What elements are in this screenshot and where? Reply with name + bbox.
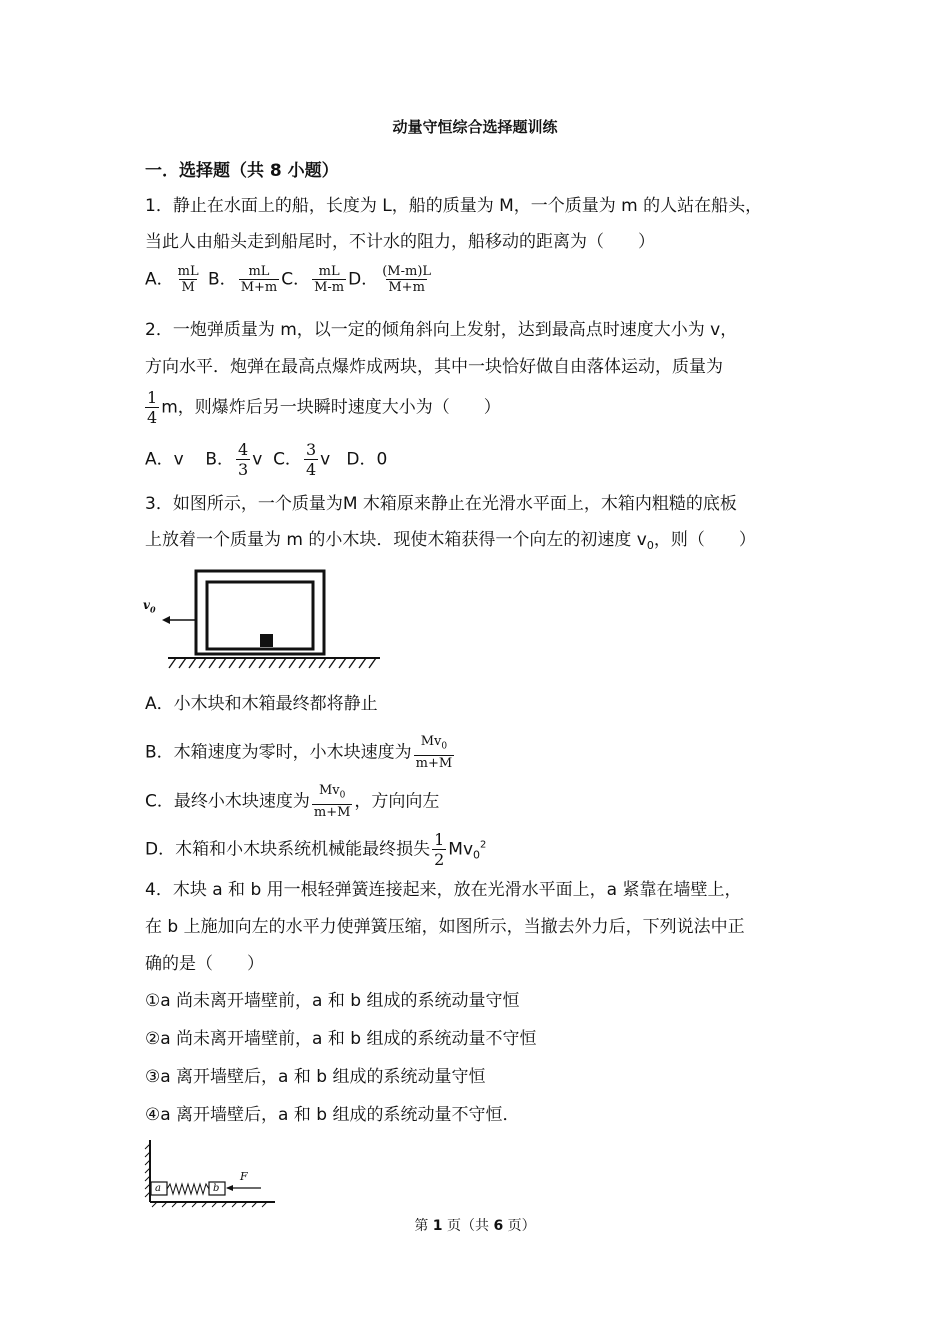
q1-option-a-fraction: $\frac{mL}{M}$ [177,264,199,295]
q3-line2 [145,528,756,558]
footer-pre: 第 [414,1218,433,1234]
q3-option-c-tail: ，方向向左 [354,791,440,812]
spring-diagram [143,1136,278,1208]
q3-line2-text: 上放着一个质量为 m 的小木块．现使木箱获得一个向左的初速度 v [145,530,647,550]
small-block [260,634,273,647]
q3-option-b-fraction: $\frac{Mv_0}{m+M}$ [415,734,453,771]
q3-option-c-text: C．最终小木块速度为 [145,791,310,812]
q2-line3-text: m，则爆炸后另一块瞬时速度大小为（ ） [161,397,501,418]
q4-line2: 在 b 上施加向左的水平力使弹簧压缩，如图所示，当撤去外力后，下列说法中正 [145,917,745,937]
page-title: 动量守恒综合选择题训练 [392,118,558,136]
q2-option-b-fraction: $\frac{4}{3}$ [238,440,249,479]
label-a: a [155,1183,161,1194]
q2-line1: 2．一炮弹质量为 m，以一定的倾角斜向上发射，达到最高点时速度大小为 v， [145,320,738,340]
q2-line3 [145,388,501,427]
q3-line2-tail: ，则（ ） [653,530,756,550]
q4-statement-4: ④a 离开墙壁后，a 和 b 组成的系统动量不守恒． [145,1105,520,1125]
q1-option-b-label: B． [208,269,237,290]
footer-post: 页） [503,1218,536,1234]
q3-option-d-fraction: $\frac{1}{2}$ [434,830,445,869]
label-f: F [240,1170,248,1183]
q3-option-d-sub: 0 [473,848,481,862]
q3-option-c-fraction: $\frac{Mv_0}{m+M}$ [313,783,351,820]
q3-option-b-text: B．木箱速度为零时，小木块速度为 [145,742,412,763]
section-heading: 一．选择题（共 8 小题） [145,161,339,181]
q1-option-b-fraction: $\frac{mL}{M+m}$ [240,264,278,295]
page-footer [0,1215,950,1235]
q2-line2: 方向水平．炮弹在最高点爆炸成两块，其中一块恰好做自由落体运动，质量为 [145,357,723,377]
q1-option-c-label: C． [281,269,311,290]
q3-line2-sub: 0 [646,539,654,552]
q3-option-d-text: D．木箱和小木块系统机械能最终损失 [145,839,431,860]
q1-option-a-label: A． [145,269,174,290]
footer-page: 1 [432,1218,443,1234]
q3-option-b [145,734,456,771]
q2-option-c-label: C． [273,449,302,470]
q2-option-c-tail: v [320,449,331,470]
velocity-label: $v_0$ [143,598,156,615]
q2-option-b-label: B． [205,449,234,470]
q2-option-d: D．0 [346,449,388,470]
q4-line1: 4．木块 a 和 b 用一根轻弹簧连接起来，放在光滑水平面上，a 紧靠在墙壁上， [145,880,742,900]
q1-line2: 当此人由船头走到船尾时，不计水的阻力，船移动的距离为（ ） [145,232,655,252]
q4-figure [143,1136,278,1208]
q4-line3: 确的是（ ） [145,954,264,974]
q4-statement-3: ③a 离开墙壁后，a 和 b 组成的系统动量守恒 [145,1067,486,1087]
q3-option-c [145,783,439,820]
q1-options [145,264,435,295]
footer-total: 6 [493,1218,504,1234]
q1-option-c-fraction: $\frac{mL}{M-m}$ [314,264,345,295]
q1-line1: 1．静止在水面上的船，长度为 L，船的质量为 M，一个质量为 m 的人站在船头， [145,196,763,216]
q3-line1: 3．如图所示，一个质量为M 木箱原来静止在光滑水平面上，木箱内粗糙的底板 [145,494,737,514]
q4-statement-1: ①a 尚未离开墙壁前，a 和 b 组成的系统动量守恒 [145,991,520,1011]
q3-option-d [145,830,486,869]
q2-option-a: A．v [145,449,184,470]
q3-figure [140,568,385,676]
q2-option-b-tail: v [252,449,263,470]
q1-option-d-fraction: $\frac{(M-m)L}{M+m}$ [382,264,432,295]
footer-mid: 页（共 [442,1218,494,1234]
q4-statement-2: ②a 尚未离开墙壁前，a 和 b 组成的系统动量不守恒 [145,1029,537,1049]
spring [167,1184,209,1194]
q2-options [145,440,387,479]
q3-option-d-sup: 2 [480,839,487,851]
q3-option-a: A．小木块和木箱最终都将静止 [145,694,378,714]
q2-fraction: $\frac{1}{4}$ [147,388,158,427]
crate-diagram [140,568,385,676]
q2-option-c-fraction: $\frac{3}{4}$ [305,440,317,479]
q3-option-d-tail: Mv [448,839,474,860]
q1-option-d-label: D． [348,269,379,290]
label-b: b [213,1183,220,1194]
